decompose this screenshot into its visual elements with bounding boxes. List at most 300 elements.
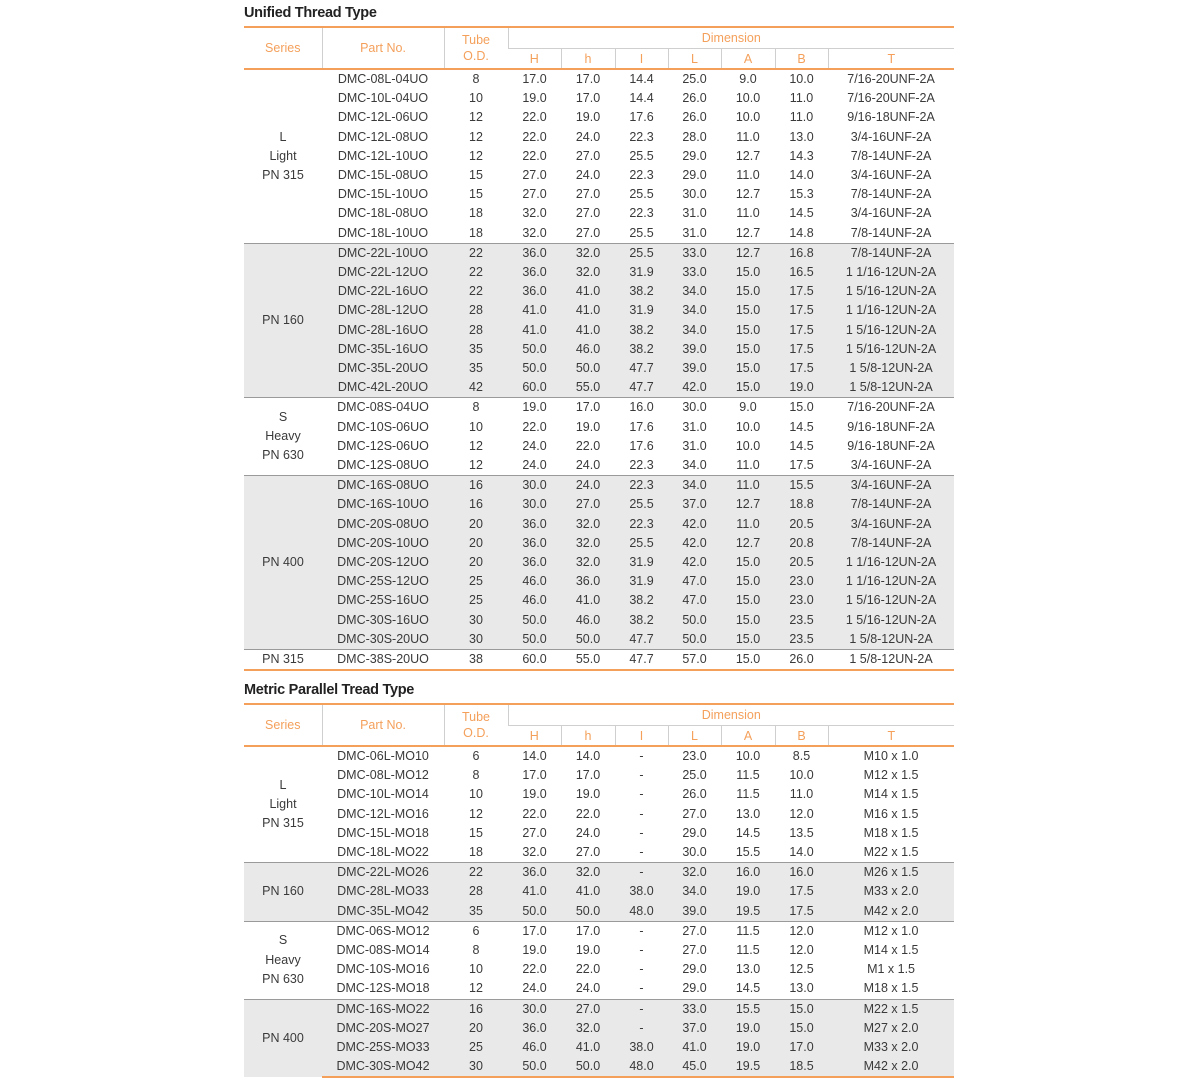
dim-I-cell: - <box>639 768 644 783</box>
thread-T-cell: M10 x 1.0 <box>863 749 919 763</box>
table-row <box>244 941 954 960</box>
table-row <box>244 321 954 340</box>
dim-h-cell: 32.0 <box>561 263 615 282</box>
dimension-header-h: H <box>508 49 561 70</box>
dim-I-cell: 22.3 <box>615 476 668 496</box>
dim-h-cell: 41.0 <box>561 882 615 901</box>
dim-I-cell: 47.7 <box>615 630 668 650</box>
series-label: PN 315 <box>262 168 304 183</box>
part-no-cell: DMC-12L-MO16 <box>337 806 429 821</box>
part-no-cell: DMC-16S-08UO <box>322 476 444 496</box>
thread-T-cell: 7/16-20UNF-2A <box>828 398 954 418</box>
dim-h-cell: 46.0 <box>561 611 615 630</box>
part-no-cell: DMC-10L-04UO <box>337 91 429 106</box>
dim-H-cell: 36.0 <box>508 515 561 534</box>
dim-I-cell: 17.6 <box>629 419 654 434</box>
dim-B-cell: 10.0 <box>789 72 814 86</box>
part-no-cell: DMC-25S-12UO <box>322 572 444 591</box>
dim-B-cell: 15.0 <box>775 999 828 1019</box>
dim-H-cell: 24.0 <box>522 981 547 996</box>
table-row <box>244 378 954 398</box>
dimension-header-h-lower: h <box>561 49 615 70</box>
dim-H-cell: 19.0 <box>522 91 547 106</box>
dim-L-cell: 29.0 <box>682 168 707 183</box>
table-row <box>244 166 954 185</box>
dim-A-cell: 19.0 <box>721 1038 775 1057</box>
part-no-cell: DMC-06S-MO12 <box>322 921 444 941</box>
dim-B-cell: 20.5 <box>775 515 828 534</box>
dim-A-cell: 11.0 <box>736 458 760 473</box>
tube-od-cell: 12 <box>469 148 483 163</box>
dim-B-cell: 12.0 <box>789 806 814 821</box>
table-row <box>244 515 954 534</box>
unified-thread-table <box>244 26 954 671</box>
dim-h-cell: 41.0 <box>561 1038 615 1057</box>
metric-thread-section <box>244 679 954 1078</box>
thread-T-cell: 7/8-14UNF-2A <box>828 495 954 514</box>
tube-od-cell: 22 <box>444 282 508 301</box>
tube-od-cell: 12 <box>469 438 483 453</box>
dim-H-cell: 36.0 <box>508 534 561 553</box>
tube-od-cell: 20 <box>444 553 508 572</box>
dim-A-cell: 16.0 <box>721 863 775 883</box>
dim-L-cell: 34.0 <box>682 458 707 473</box>
dim-I-cell: 48.0 <box>615 902 668 922</box>
part-no-cell: DMC-15L-10UO <box>337 187 429 202</box>
dim-A-cell: 13.0 <box>735 962 761 977</box>
dim-h-cell: 32.0 <box>561 515 615 534</box>
series-cell <box>244 243 322 398</box>
dim-L-cell: 30.0 <box>668 398 721 418</box>
dim-h-cell: 32.0 <box>561 534 615 553</box>
table-row <box>244 999 954 1019</box>
tube-od-cell: 10 <box>469 91 483 106</box>
dim-A-cell: 15.0 <box>721 359 775 378</box>
series-label: S <box>278 410 288 425</box>
dim-I-cell: 25.5 <box>615 243 668 263</box>
dim-B-cell: 14.8 <box>789 225 814 240</box>
dim-L-cell: 31.0 <box>682 438 707 453</box>
part-no-cell: DMC-12S-08UO <box>337 458 429 473</box>
dim-h-cell: 27.0 <box>575 225 601 240</box>
dim-I-cell: 25.5 <box>615 534 668 553</box>
dim-L-cell: 25.0 <box>682 768 707 783</box>
dim-B-cell: 19.0 <box>775 378 828 398</box>
thread-T-cell: 7/8-14UNF-2A <box>850 225 932 240</box>
table-row <box>244 979 954 999</box>
dim-A-cell: 15.0 <box>721 572 775 591</box>
table-row <box>244 785 954 804</box>
series-label: PN 160 <box>262 313 304 328</box>
tube-od-cell: 18 <box>469 206 483 221</box>
dim-L-cell: 27.0 <box>682 943 707 958</box>
dim-h-cell: 17.0 <box>575 72 601 86</box>
table-row <box>244 1057 954 1077</box>
dim-B-cell: 20.8 <box>775 534 828 553</box>
dim-B-cell: 14.5 <box>789 206 814 221</box>
dim-L-cell: 39.0 <box>668 340 721 359</box>
series-label: PN 400 <box>262 1030 304 1045</box>
tube-od-cell: 28 <box>444 301 508 320</box>
dim-A-cell: 15.0 <box>721 650 775 671</box>
part-no-cell: DMC-35L-20UO <box>322 359 444 378</box>
part-no-cell: DMC-20S-10UO <box>322 534 444 553</box>
dimension-header-a: A <box>721 726 775 747</box>
thread-T-cell: 1 5/8-12UN-2A <box>828 630 954 650</box>
series-cell <box>244 650 322 671</box>
dim-h-cell: 14.0 <box>575 749 601 763</box>
dim-I-cell: 31.9 <box>615 301 668 320</box>
dim-h-cell: 32.0 <box>561 863 615 883</box>
tube-od-cell: 8 <box>472 943 480 958</box>
tube-od-cell: 15 <box>469 168 483 183</box>
dim-H-cell: 36.0 <box>508 263 561 282</box>
tube-od-cell: 18 <box>469 225 483 240</box>
part-no-cell: DMC-25S-16UO <box>322 591 444 610</box>
table-row <box>244 805 954 824</box>
dim-I-cell: - <box>615 921 668 941</box>
column-header-part-no: Part No. <box>322 27 444 69</box>
dim-h-cell: 50.0 <box>561 630 615 650</box>
dim-L-cell: 29.0 <box>682 148 707 163</box>
dim-I-cell: - <box>639 749 644 763</box>
thread-T-cell: M33 x 2.0 <box>828 882 954 901</box>
dim-L-cell: 32.0 <box>668 863 721 883</box>
table-row <box>244 398 954 418</box>
dim-B-cell: 12.0 <box>775 921 828 941</box>
thread-T-cell: 7/16-20UNF-2A <box>847 91 935 106</box>
dim-I-cell: 22.3 <box>629 168 654 183</box>
dim-L-cell: 45.0 <box>668 1057 721 1077</box>
thread-T-cell: M14 x 1.5 <box>863 787 919 802</box>
dim-A-cell: 10.0 <box>735 91 761 106</box>
dim-L-cell: 27.0 <box>682 806 707 821</box>
dim-A-cell: 12.7 <box>721 243 775 263</box>
column-header-tube-od: Tube O.D. <box>444 704 508 746</box>
dim-A-cell: 10.0 <box>735 110 761 125</box>
thread-T-cell: 1 1/16-12UN-2A <box>828 553 954 572</box>
part-no-cell: DMC-22L-MO26 <box>322 863 444 883</box>
series-label: Heavy <box>265 952 301 967</box>
dim-I-cell: 38.0 <box>615 1038 668 1057</box>
dim-I-cell: - <box>639 787 644 802</box>
dim-I-cell: 48.0 <box>615 1057 668 1077</box>
dim-L-cell: 37.0 <box>668 495 721 514</box>
dim-L-cell: 42.0 <box>668 553 721 572</box>
dim-H-cell: 22.0 <box>522 148 547 163</box>
thread-T-cell: M18 x 1.5 <box>863 981 919 996</box>
dimension-header-t: T <box>828 726 954 747</box>
tube-od-cell: 8 <box>472 768 480 783</box>
dimension-header-i: I <box>615 726 668 747</box>
part-no-cell: DMC-16S-10UO <box>322 495 444 514</box>
tube-od-cell: 10 <box>469 787 483 802</box>
dim-h-cell: 24.0 <box>561 476 615 496</box>
dim-I-cell: 47.7 <box>615 359 668 378</box>
dimension-header-t: T <box>828 49 954 70</box>
dim-A-cell: 10.0 <box>735 419 761 434</box>
table-row <box>244 495 954 514</box>
part-no-cell: DMC-28L-MO33 <box>322 882 444 901</box>
dim-h-cell: 50.0 <box>561 902 615 922</box>
dim-A-cell: 9.0 <box>721 398 775 418</box>
tube-od-cell: 15 <box>469 825 483 840</box>
table-row <box>244 359 954 378</box>
dim-H-cell: 19.0 <box>522 943 547 958</box>
table-row <box>244 128 954 147</box>
dim-H-cell: 32.0 <box>522 206 547 221</box>
dim-H-cell: 32.0 <box>522 225 547 240</box>
tube-od-cell: 25 <box>444 1038 508 1057</box>
part-no-cell: DMC-38S-20UO <box>322 650 444 671</box>
dim-I-cell: - <box>639 943 644 958</box>
dim-L-cell: 34.0 <box>668 321 721 340</box>
tube-od-cell: 35 <box>444 902 508 922</box>
part-no-cell: DMC-08S-MO14 <box>336 943 430 958</box>
dim-h-cell: 22.0 <box>575 438 601 453</box>
thread-T-cell: M42 x 2.0 <box>828 902 954 922</box>
part-no-cell: DMC-08L-04UO <box>337 72 429 86</box>
thread-T-cell: M22 x 1.5 <box>863 845 919 860</box>
dim-L-cell: 26.0 <box>682 91 707 106</box>
dim-I-cell: - <box>639 962 644 977</box>
series-label: Heavy <box>265 429 301 444</box>
tube-od-cell: 38 <box>444 650 508 671</box>
table-row <box>244 843 954 863</box>
thread-T-cell: 1 5/8-12UN-2A <box>828 650 954 671</box>
table-row <box>244 282 954 301</box>
dim-h-cell: 17.0 <box>561 921 615 941</box>
dim-A-cell: 15.0 <box>721 340 775 359</box>
dim-B-cell: 14.3 <box>789 148 814 163</box>
tube-od-cell: 18 <box>469 845 483 860</box>
part-no-cell: DMC-12L-10UO <box>337 148 429 163</box>
dim-I-cell: 47.7 <box>615 650 668 671</box>
part-no-cell: DMC-35L-16UO <box>322 340 444 359</box>
dim-H-cell: 50.0 <box>508 1057 561 1077</box>
dim-A-cell: 11.0 <box>721 476 775 496</box>
dim-H-cell: 32.0 <box>522 845 547 860</box>
dim-A-cell: 13.0 <box>735 806 761 821</box>
part-no-cell: DMC-30S-20UO <box>322 630 444 650</box>
dim-A-cell: 15.0 <box>721 591 775 610</box>
dim-L-cell: 27.0 <box>668 921 721 941</box>
dim-I-cell: 38.2 <box>615 282 668 301</box>
thread-T-cell: M27 x 2.0 <box>828 1019 954 1038</box>
series-cell <box>244 476 322 650</box>
tube-od-cell: 22 <box>444 863 508 883</box>
dim-L-cell: 30.0 <box>682 187 707 202</box>
dim-B-cell: 11.0 <box>789 787 814 802</box>
column-header-series: Series <box>244 27 322 69</box>
part-no-cell: DMC-16S-MO22 <box>322 999 444 1019</box>
series-label: L <box>279 129 287 144</box>
dim-L-cell: 34.0 <box>668 476 721 496</box>
dim-L-cell: 34.0 <box>668 301 721 320</box>
metric-thread-table <box>244 703 954 1078</box>
part-no-cell: DMC-22L-10UO <box>322 243 444 263</box>
dim-h-cell: 41.0 <box>561 282 615 301</box>
tube-od-cell: 12 <box>469 129 483 144</box>
dim-H-cell: 22.0 <box>522 962 547 977</box>
dim-h-cell: 24.0 <box>575 825 601 840</box>
dim-B-cell: 17.5 <box>775 902 828 922</box>
thread-T-cell: 3/4-16UNF-2A <box>828 476 954 496</box>
section-title: Metric Parallel Tread Type <box>244 682 415 698</box>
dim-B-cell: 17.5 <box>775 321 828 340</box>
dimension-header-h: H <box>508 726 561 747</box>
table-row <box>244 456 954 476</box>
dim-h-cell: 41.0 <box>561 301 615 320</box>
dim-H-cell: 27.0 <box>522 187 547 202</box>
thread-T-cell: M42 x 2.0 <box>828 1057 954 1077</box>
part-no-cell: DMC-18L-10UO <box>337 225 429 240</box>
dim-A-cell: 19.0 <box>721 1019 775 1038</box>
unified-thread-section <box>244 2 954 671</box>
tube-od-cell: 12 <box>469 806 483 821</box>
dim-B-cell: 16.8 <box>775 243 828 263</box>
dim-B-cell: 23.0 <box>775 591 828 610</box>
dim-B-cell: 17.5 <box>775 340 828 359</box>
table-row <box>244 553 954 572</box>
dim-h-cell: 50.0 <box>561 359 615 378</box>
table-row <box>244 572 954 591</box>
thread-T-cell: 1 5/16-12UN-2A <box>828 611 954 630</box>
dim-H-cell: 50.0 <box>508 359 561 378</box>
dim-L-cell: 31.0 <box>682 225 707 240</box>
dim-h-cell: 27.0 <box>575 206 601 221</box>
dim-H-cell: 17.0 <box>508 921 561 941</box>
dim-L-cell: 42.0 <box>668 515 721 534</box>
dim-B-cell: 15.0 <box>775 398 828 418</box>
dim-h-cell: 27.0 <box>575 187 601 202</box>
table-row <box>244 766 954 785</box>
table-row <box>244 650 954 671</box>
dim-A-cell: 12.7 <box>735 148 761 163</box>
dim-B-cell: 20.5 <box>775 553 828 572</box>
dim-I-cell: 31.9 <box>615 553 668 572</box>
dim-B-cell: 15.3 <box>789 187 814 202</box>
series-cell <box>244 863 322 922</box>
dim-B-cell: 17.5 <box>775 359 828 378</box>
dim-L-cell: 29.0 <box>682 962 707 977</box>
dim-A-cell: 15.0 <box>721 263 775 282</box>
thread-T-cell: 7/8-14UNF-2A <box>850 187 932 202</box>
dim-L-cell: 39.0 <box>668 359 721 378</box>
dim-B-cell: 14.0 <box>789 168 814 183</box>
dim-L-cell: 39.0 <box>668 902 721 922</box>
thread-T-cell: 1 1/16-12UN-2A <box>828 572 954 591</box>
table-row <box>244 185 954 204</box>
thread-T-cell: 1 5/8-12UN-2A <box>828 378 954 398</box>
table-row <box>244 591 954 610</box>
tube-od-cell: 25 <box>444 591 508 610</box>
dim-B-cell: 13.0 <box>789 129 814 144</box>
dim-I-cell: 14.4 <box>629 91 654 106</box>
thread-T-cell: 3/4-16UNF-2A <box>828 515 954 534</box>
dim-I-cell: 38.2 <box>615 611 668 630</box>
part-no-cell: DMC-12L-06UO <box>337 110 429 125</box>
dim-h-cell: 27.0 <box>575 148 601 163</box>
thread-T-cell: 3/4-16UNF-2A <box>850 206 932 221</box>
dim-L-cell: 29.0 <box>682 981 707 996</box>
thread-T-cell: 9/16-18UNF-2A <box>847 438 935 453</box>
table-row <box>244 437 954 456</box>
dim-L-cell: 28.0 <box>682 129 707 144</box>
series-label: PN 630 <box>262 971 304 986</box>
dim-H-cell: 46.0 <box>508 591 561 610</box>
dim-B-cell: 13.0 <box>789 981 814 996</box>
table-row <box>244 263 954 282</box>
dim-L-cell: 47.0 <box>668 572 721 591</box>
table-row <box>244 1019 954 1038</box>
series-cell <box>244 69 322 243</box>
dim-A-cell: 14.5 <box>735 825 761 840</box>
thread-T-cell: 1 5/16-12UN-2A <box>828 340 954 359</box>
dim-A-cell: 15.0 <box>721 282 775 301</box>
dim-B-cell: 16.0 <box>775 863 828 883</box>
part-no-cell: DMC-20S-12UO <box>322 553 444 572</box>
tube-od-cell: 25 <box>444 572 508 591</box>
tube-od-cell: 35 <box>444 359 508 378</box>
dim-I-cell: - <box>615 863 668 883</box>
part-no-cell: DMC-28L-16UO <box>322 321 444 340</box>
table-row <box>244 224 954 244</box>
thread-T-cell: 1 5/16-12UN-2A <box>828 591 954 610</box>
dim-B-cell: 23.5 <box>775 611 828 630</box>
dim-H-cell: 27.0 <box>522 168 547 183</box>
dimension-header-l: L <box>668 49 721 70</box>
dim-L-cell: 57.0 <box>668 650 721 671</box>
dim-H-cell: 30.0 <box>508 495 561 514</box>
dim-L-cell: 33.0 <box>668 263 721 282</box>
thread-T-cell: M26 x 1.5 <box>828 863 954 883</box>
dim-A-cell: 11.0 <box>736 206 760 221</box>
dim-A-cell: 15.0 <box>721 630 775 650</box>
dim-B-cell: 13.5 <box>789 825 814 840</box>
part-no-cell: DMC-25S-MO33 <box>322 1038 444 1057</box>
dimension-header-b: B <box>775 49 828 70</box>
dim-L-cell: 29.0 <box>682 825 707 840</box>
thread-T-cell: 9/16-18UNF-2A <box>847 419 935 434</box>
series-label: PN 315 <box>262 816 304 831</box>
dim-H-cell: 24.0 <box>522 438 547 453</box>
dim-H-cell: 50.0 <box>508 611 561 630</box>
series-label: L <box>279 777 287 792</box>
tube-od-cell: 20 <box>444 1019 508 1038</box>
thread-T-cell: 7/8-14UNF-2A <box>828 534 954 553</box>
dim-I-cell: 38.2 <box>615 321 668 340</box>
series-label: PN 160 <box>262 884 304 899</box>
dim-H-cell: 36.0 <box>508 282 561 301</box>
tube-od-cell: 6 <box>472 749 480 763</box>
thread-T-cell: 9/16-18UNF-2A <box>847 110 935 125</box>
dim-h-cell: 32.0 <box>561 1019 615 1038</box>
column-header-dimension: Dimension <box>508 704 954 726</box>
tube-od-cell: 30 <box>444 611 508 630</box>
dim-H-cell: 22.0 <box>522 110 547 125</box>
dim-H-cell: 41.0 <box>508 321 561 340</box>
dim-L-cell: 26.0 <box>682 110 707 125</box>
dim-B-cell: 23.0 <box>775 572 828 591</box>
dim-I-cell: - <box>639 825 644 840</box>
tube-od-cell: 16 <box>444 495 508 514</box>
thread-T-cell: 1 1/16-12UN-2A <box>828 263 954 282</box>
dim-B-cell: 15.5 <box>775 476 828 496</box>
dim-A-cell: 11.0 <box>736 168 760 183</box>
tube-od-cell: 12 <box>469 458 483 473</box>
series-label: PN 400 <box>262 555 304 570</box>
